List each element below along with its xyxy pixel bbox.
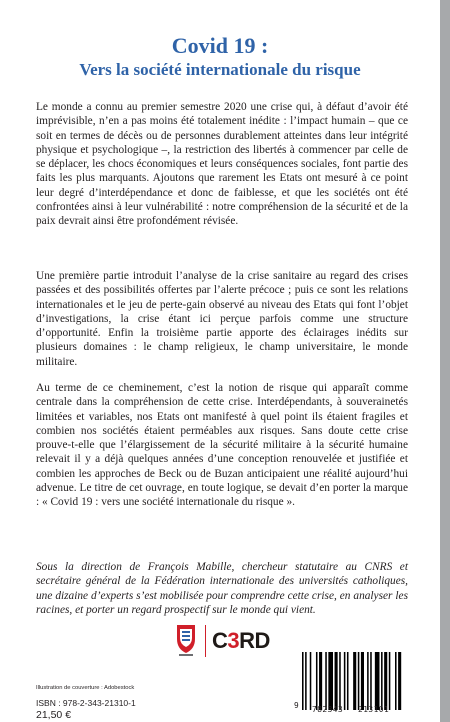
book-title: Covid 19 : [171, 33, 269, 58]
barcode-bar [358, 652, 360, 710]
barcode-bar [395, 652, 397, 710]
paragraph-text: Sous la direction de François Mabille, chercheur statutaire au CNRS et secrétaire général de la Fédération internationale des universités catholiques, une dizaine d’experts s’est mobilisée pour comprendre cette crise, en analyser les racines, et porter un regard prospectif sur le monde qui vient. [36, 561, 408, 616]
barcode-bars [296, 652, 406, 710]
barcode-bar [361, 652, 364, 710]
blurb-paragraph-1 [36, 100, 408, 229]
publisher-logos [175, 621, 295, 661]
blurb-paragraph-3 [36, 381, 408, 510]
barcode-bar [344, 652, 346, 710]
barcode-bar [339, 652, 341, 710]
paragraph-text: Une première partie introduit l’analyse de la crise sanitaire au regard des crises passées et des possibilités offertes par l’alerte précoce ; puis ce sont les relations internationales et le jeu de perte-gain observé au niveau des Etats qui font l’objet d’investigations, la crise étant ici perçue parfois comme une structure d’opportunité. Enfin la troisième partie apporte des éclairages inédits sur plusieurs domaines : le champ religieux, le champ universitaire, le monde militaire. [36, 270, 408, 368]
barcode-bar [335, 652, 338, 710]
barcode-bar [375, 652, 380, 710]
c3rd-logo [212, 629, 270, 653]
barcode-bar [310, 652, 312, 710]
barcode-group-1: 782343 [312, 705, 344, 714]
spine-edge [440, 0, 450, 722]
barcode-bar [367, 652, 369, 710]
paragraph-text: Au terme de ce cheminement, c’est la notion de risque qui apparaît comme centrale dans la compréhension de cette crise. Interdépendants, à souverainetés limitées et variables, nos Etats ont manifesté à quel point ils étaient fragiles et combien nos sociétés étaient perméables aux risques. Sans doute cette crise prouve-t-elle que l’élargissement de la sécurité militaire à la sécurité humaine relevait il y a déjà quelques années d’une conception renouvelée et justifiée et combien les approches de Beck ou de Buzan anticipaient une réalité aujourd’hui advenue. Le titre de cet ouvrage, en toute logique, se devait d’en porter la marque : « Covid 19 : vers une société internationale du risque ». [36, 382, 408, 509]
barcode-lead-digit: 9 [294, 701, 300, 710]
barcode-bar [398, 652, 401, 710]
logo-letters-rd: RD [239, 628, 270, 653]
barcode [296, 652, 406, 714]
barcode-bar [347, 652, 349, 710]
logo-separator [205, 625, 206, 657]
isbn: ISBN : 978-2-343-21310-1 [36, 698, 136, 708]
barcode-bar [370, 652, 372, 710]
barcode-bar [389, 652, 391, 710]
blurb-paragraph-2 [36, 269, 408, 369]
barcode-bar [328, 652, 333, 710]
barcode-bar [325, 652, 327, 710]
barcode-bar [384, 652, 387, 710]
university-shield-icon [175, 623, 197, 657]
editor-note [36, 560, 408, 617]
logo-digit-3: 3 [227, 628, 240, 653]
barcode-bar [302, 652, 304, 710]
price: 21,50 € [36, 709, 72, 721]
barcode-group-2: 213101 [358, 705, 390, 714]
book-subtitle: Vers la société internationale du risque [79, 60, 361, 79]
logo-letter-c: C [212, 628, 228, 653]
barcode-bar [319, 652, 322, 710]
cover-illustration-credit: Illustration de couverture : Adobestock [36, 685, 135, 691]
barcode-bar [353, 652, 356, 710]
barcode-bar [305, 652, 307, 710]
barcode-bar [316, 652, 318, 710]
paragraph-text: Le monde a connu au premier semestre 2020 une crise qui, à défaut d’avoir été imprévisible, n’en a pas moins été totalement inédite : l’impact humain – que ce soit en termes de décès ou de personnes durablement atteintes dans leur intégrité physique et psychologique –, la restriction des libertés à commencer par celle de se déplacer, les chocs économiques et leurs conséquences sociales, font partie des faits les plus marquants. Ajoutons que rarement les Etats ont mesuré à ce point leur degré d’interdépendance et donc de faiblesse, et que les sociétés ont été confrontées ainsi à leur vulnérabilité : notre compréhension de la sécurité et de la paix devrait ainsi être profondément révisée. [36, 101, 408, 228]
barcode-bar [381, 652, 383, 710]
